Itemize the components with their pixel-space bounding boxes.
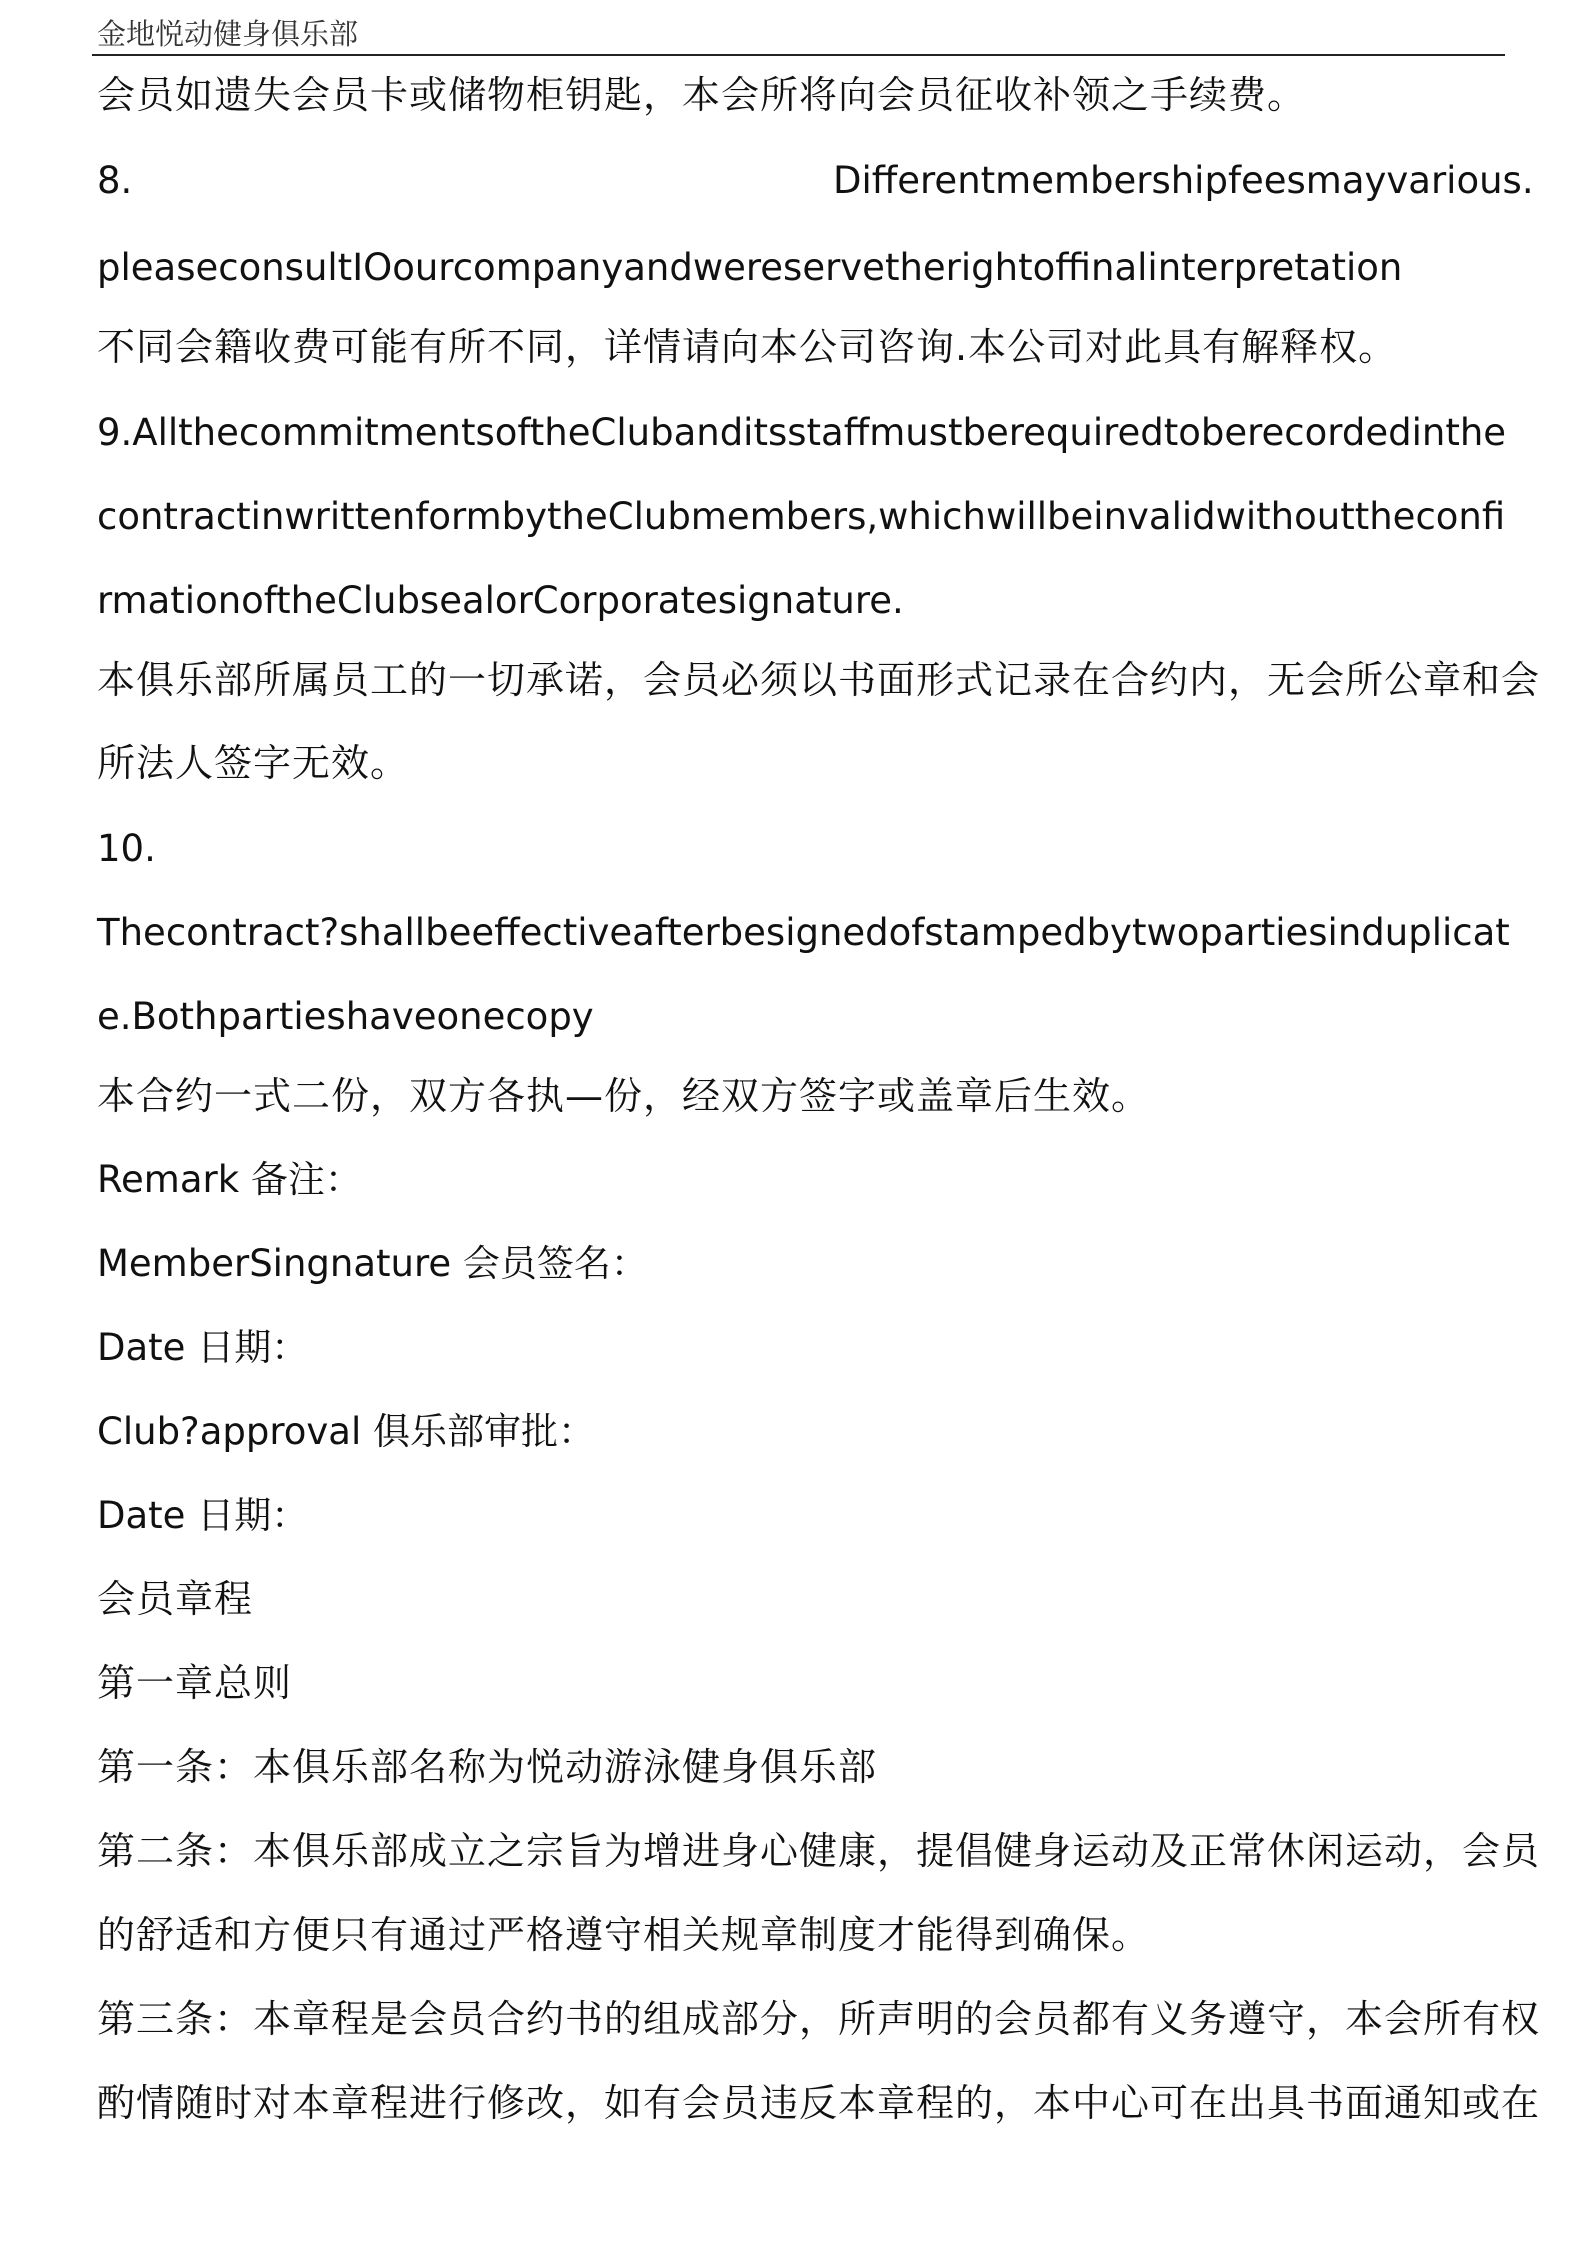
text-line: 会员如遗失会员卡或储物柜钥匙，本会所将向会员征收补领之手续费。 (97, 73, 1307, 117)
text-line: Thecontract?shallbeeffectiveafterbesignedofstampedbytwopartiesinduplicat (97, 911, 1510, 954)
text-line: rmationoftheClubsealorCorporatesignature. (97, 579, 904, 622)
date-label: Date 日期： (97, 1494, 309, 1537)
text-line: 9.AllthecommitmentsoftheClubanditsstaffmustberequiredtoberecordedinthe (97, 411, 1507, 454)
article-line: 第三条：本章程是会员合约书的组成部分，所声明的会员都有义务遵守，本会所有权 (97, 1997, 1541, 2041)
text-line: 本合约一式二份，双方各执—份，经双方签字或盖章后生效。 (97, 1074, 1151, 1118)
chapter-title: 第一章总则 (97, 1661, 293, 1705)
club-approval-label: Club?approval 俱乐部审批： (97, 1410, 595, 1453)
text-fragment: Differentmembershipfeesmayvarious. (833, 159, 1534, 202)
text-line: 本俱乐部所属员工的一切承诺，会员必须以书面形式记录在合约内，无会所公章和会 (97, 658, 1541, 702)
text-line: contractinwrittenformbytheClubmembers,whichwillbeinvalidwithouttheconfi (97, 495, 1506, 538)
header-divider (92, 54, 1505, 56)
section-title: 会员章程 (97, 1577, 254, 1621)
date-label: Date 日期： (97, 1326, 309, 1369)
text-line: 不同会籍收费可能有所不同，详情请向本公司咨询.本公司对此具有解释权。 (97, 325, 1398, 369)
item-number: 10. (97, 827, 156, 870)
text-line: 所法人签字无效。 (97, 741, 410, 785)
text-line: e.Bothpartieshaveonecopy (97, 995, 594, 1038)
item-number: 8. (97, 159, 133, 202)
article-line: 的舒适和方便只有通过严格遵守相关规章制度才能得到确保。 (97, 1913, 1151, 1957)
article-line: 第一条：本俱乐部名称为悦动游泳健身俱乐部 (97, 1745, 878, 1789)
article-line: 酌情随时对本章程进行修改，如有会员违反本章程的，本中心可在出具书面通知或在 (97, 2081, 1541, 2125)
text-line: pleaseconsultIOourcompanyandwereservetherightoffinalinterpretation (97, 246, 1403, 289)
article-line: 第二条：本俱乐部成立之宗旨为增进身心健康，提倡健身运动及正常休闲运动，会员 (97, 1829, 1541, 1873)
member-signature-label: MemberSingnature 会员签名： (97, 1242, 648, 1285)
remark-label: Remark 备注： (97, 1158, 362, 1201)
header-title: 金地悦动健身俱乐部 (97, 17, 359, 51)
